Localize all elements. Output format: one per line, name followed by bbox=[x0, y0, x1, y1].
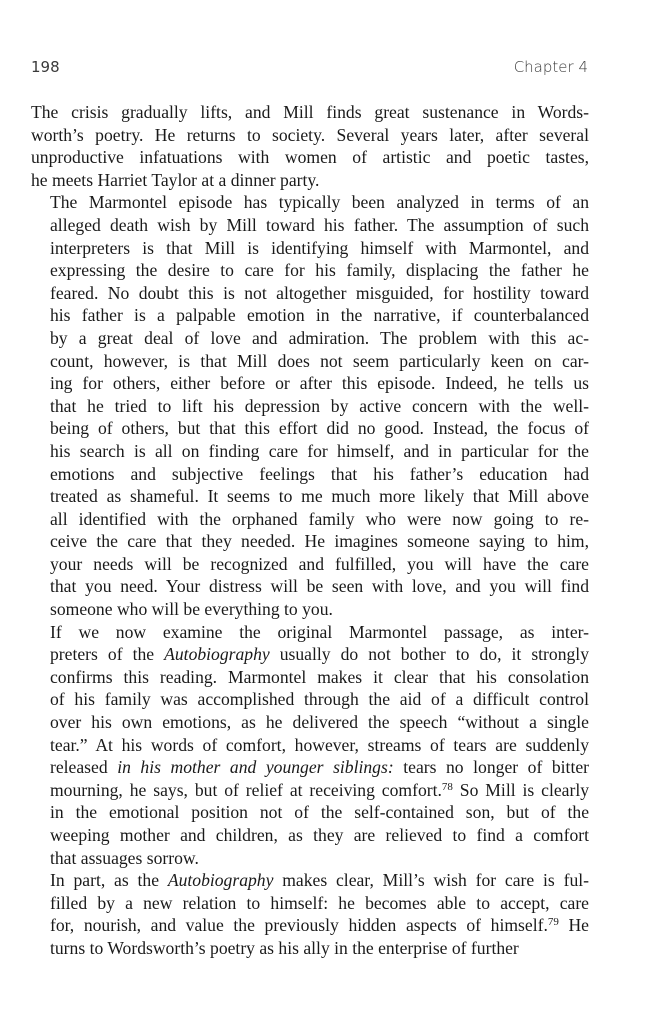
paragraph bbox=[31, 101, 589, 191]
text-line: tear.” At his words of comfort, however, streams of tears are suddenly bbox=[50, 734, 589, 755]
text-line: preters of the Autobiography usually do not bother to do, it strongly bbox=[50, 644, 589, 665]
text-line: filled by a new relation to himself: he becomes able to accept, care bbox=[50, 892, 589, 913]
text-line: someone who will be everything to you. bbox=[50, 599, 333, 620]
running-head: Chapter 4 bbox=[513, 58, 588, 76]
footnote-marker[interactable]: 79 bbox=[547, 916, 559, 929]
text-line: his father is a palpable emotion in the narrative, if counterbalanced bbox=[50, 305, 589, 326]
text-line: The Marmontel episode has typically been analyzed in terms of an bbox=[50, 192, 589, 213]
text-line: being of others, but that this effort did no good. Instead, the focus of bbox=[50, 418, 589, 439]
text-line: over his own emotions, as he delivered the speech “without a single bbox=[50, 712, 589, 733]
text-line: emotions and subjective feelings that his father’s education had bbox=[50, 463, 589, 484]
text-line: If we now examine the original Marmontel passage, as inter- bbox=[50, 621, 589, 642]
text-line: he meets Harriet Taylor at a dinner party. bbox=[31, 169, 320, 190]
text-line: The crisis gradually lifts, and Mill finds great sustenance in Words- bbox=[31, 102, 589, 122]
text-line: for, nourish, and value the previously hidden aspects of himself.$^{79}$ He bbox=[50, 915, 589, 936]
text-line: all identified with the orphaned family who were now going to re- bbox=[50, 508, 589, 529]
paragraph bbox=[31, 191, 589, 620]
text-line: released in his mother and younger siblings: tears no longer of bitter bbox=[50, 757, 590, 778]
text-line: mourning, he says, but of relief at receiving comfort.$^{78}$ So Mill is clearly bbox=[50, 779, 590, 800]
text-line: by a great deal of love and admiration. The problem with this ac- bbox=[50, 327, 589, 348]
text-line: ing for others, either before or after this episode. Indeed, he tells us bbox=[50, 373, 589, 394]
text-line: confirms this reading. Marmontel makes it clear that his consolation bbox=[50, 666, 589, 687]
text-line: count, however, is that Mill does not seem particularly keen on car- bbox=[50, 350, 589, 371]
page-number: 198 bbox=[31, 58, 60, 76]
page-header bbox=[31, 58, 588, 82]
text-line: unproductive infatuations with women of artistic and poetic tastes, bbox=[31, 147, 589, 168]
text-line: his search is all on finding care for himself, and in particular for the bbox=[50, 440, 589, 461]
text-line: alleged death wish by Mill toward his father. The assumption of such bbox=[50, 214, 589, 235]
paragraph bbox=[31, 869, 589, 959]
body-text bbox=[31, 101, 589, 960]
text-line: of his family was accomplished through the aid of a difficult control bbox=[50, 689, 589, 710]
text-line: that he tried to lift his depression by active concern with the well- bbox=[50, 395, 589, 416]
text-line: expressing the desire to care for his family, displacing the father he bbox=[50, 260, 589, 281]
italic-text: Autobiography bbox=[167, 870, 274, 891]
footnote-marker[interactable]: 78 bbox=[441, 780, 453, 793]
text-line: your needs will be recognized and fulfilled, you will have the care bbox=[50, 553, 589, 574]
text-line: ceive the care that they needed. He imagines someone saying to him, bbox=[50, 531, 589, 552]
text-line: worth’s poetry. He returns to society. Several years later, after several bbox=[31, 124, 589, 145]
text-line: treated as shameful. It seems to me much more likely that Mill above bbox=[50, 486, 589, 507]
text-line: in the emotional position not of the self-contained son, but of the bbox=[50, 802, 589, 823]
text-line: that assuages sorrow. bbox=[50, 847, 199, 868]
italic-text: in his mother and younger siblings: bbox=[117, 757, 394, 778]
text-line: weeping mother and children, as they are relieved to find a comfort bbox=[50, 825, 589, 845]
text-line: that you need. Your distress will be seen with love, and you will find bbox=[50, 576, 589, 597]
text-line: feared. No doubt this is not altogether misguided, for hostility toward bbox=[50, 282, 589, 303]
paragraph bbox=[31, 621, 589, 870]
text-line: turns to Wordsworth’s poetry as his ally in the enterprise of further bbox=[50, 937, 519, 958]
italic-text: Autobiography bbox=[164, 644, 270, 665]
text-line: In part, as the Autobiography makes clear, Mill’s wish for care is ful- bbox=[50, 870, 589, 891]
text-line: interpreters is that Mill is identifying himself with Marmontel, and bbox=[50, 237, 589, 258]
